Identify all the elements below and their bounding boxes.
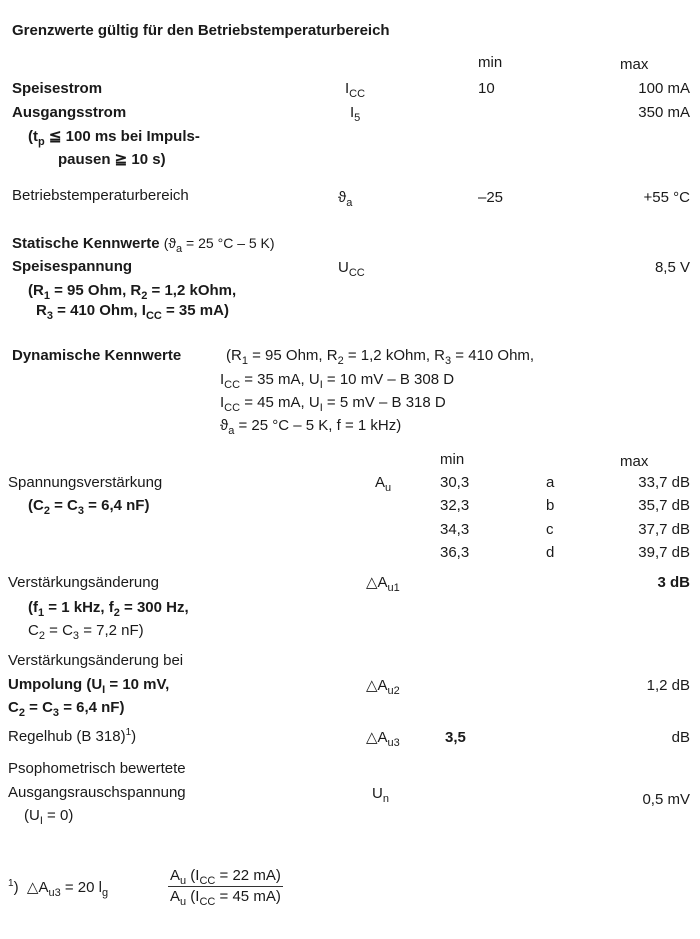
row-min: –25 xyxy=(478,189,504,206)
row-symbol: $\triangle A_{u2}$ xyxy=(366,677,400,697)
row-label: Verstärkungsänderung bei xyxy=(8,652,184,669)
gain-max: 33,7 dB xyxy=(638,474,690,491)
gain-max: 37,7 dB xyxy=(638,521,690,538)
row-label: Regelhub (B 318)$^1$) xyxy=(8,727,137,745)
fraction-numerator: $A_u$ ($I_{CC} = 22$ mA) xyxy=(170,867,281,887)
row-max: 0,5 mV xyxy=(642,791,690,808)
row-label: Betriebstemperaturbereich xyxy=(12,187,189,204)
row-max: 3 dB xyxy=(657,574,690,591)
row-min: 3,5 xyxy=(445,729,466,746)
row-symbol: $I_{CC}$ xyxy=(345,80,366,100)
dynamic-heading: Dynamische Kennwerte xyxy=(12,347,182,364)
row-label: Speisestrom xyxy=(12,80,103,97)
row-symbol: $\triangle A_{u1}$ xyxy=(366,574,400,594)
fraction-denominator: $A_u$ ($I_{CC} = 45$ mA) xyxy=(170,888,281,908)
row-symbol: $U_{CC}$ xyxy=(338,259,365,279)
row-label: Speisespannung xyxy=(12,258,133,275)
gain-min: 36,3 xyxy=(440,544,470,561)
row-note: ($f_1 = 1$ kHz, $f_2 = 300$ Hz, xyxy=(28,599,189,619)
page-title: Grenzwerte gültig für den Betriebstemperaturbereich xyxy=(12,22,390,39)
dynamic-condition: $I_{CC} = 35$ mA, $U_I = 10$ mV – B 308 D xyxy=(220,371,455,391)
row-label: Verstärkungsänderung xyxy=(8,574,159,591)
gain-group: d xyxy=(546,544,555,561)
row-note: ($t_p$ ≦ 100 ms bei Impuls- xyxy=(28,128,200,148)
row-symbol: $\triangle A_{u3}$ xyxy=(366,729,400,749)
row-note: $(U_I = 0)$ xyxy=(24,807,74,827)
col-max-header: max xyxy=(620,453,649,470)
gain-group: c xyxy=(546,521,554,538)
gain-group: a xyxy=(546,474,555,491)
row-symbol: $I_5$ xyxy=(350,104,361,124)
col-min-header: min xyxy=(478,54,503,71)
gain-min: 30,3 xyxy=(440,474,470,491)
footnote-formula-lhs: $^1$) $\triangle A_{u3} = 20$ $l_g$ xyxy=(8,878,109,899)
gain-min: 34,3 xyxy=(440,521,470,538)
row-max: 8,5 V xyxy=(654,259,690,276)
row-note: ($R_1 = 95$ Ohm, $R_2 = 1,2$ kOhm, xyxy=(28,282,237,302)
row-label: Spannungsverstärkung xyxy=(8,474,163,491)
row-note: pausen ≧ 10 s) xyxy=(58,151,166,168)
row-symbol: $U_n$ xyxy=(372,785,389,805)
row-symbol: $A_u$ xyxy=(375,474,392,494)
row-symbol: $ϑ_a$ xyxy=(338,189,353,209)
row-max: dB xyxy=(671,729,690,746)
row-label: Umpolung ($U_I = 10$ mV, xyxy=(8,676,170,696)
row-max: 350 mA xyxy=(638,104,690,121)
gain-max: 35,7 dB xyxy=(638,497,690,514)
dynamic-condition: $I_{CC} = 45$ mA, $U_I = 5$ mV – B 318 D xyxy=(220,394,446,414)
dynamic-condition: $ϑ_a = 25$ °C – 5 K, f = 1 kHz) xyxy=(220,417,402,437)
gain-min: 32,3 xyxy=(440,497,470,514)
gain-max: 39,7 dB xyxy=(638,544,690,561)
gain-group: b xyxy=(546,497,555,514)
static-heading: Statische Kennwerte ($ϑ_a = 25$ °C – 5 K) xyxy=(12,235,275,255)
col-min-header: min xyxy=(440,451,465,468)
row-note: $R_3 = 410$ Ohm, $I_{CC} = 35$ mA) xyxy=(36,302,229,322)
row-note: $C_2 = C_3 = 6,4$ nF) xyxy=(8,699,125,719)
dynamic-condition: ($R_1 = 95$ Ohm, $R_2 = 1,2$ kOhm, $R_3 = 410$ Ohm, xyxy=(226,347,535,367)
footnote-fraction xyxy=(168,866,283,907)
row-label: Psophometrisch bewertete xyxy=(8,760,186,777)
row-min: 10 xyxy=(478,80,495,97)
row-max: 100 mA xyxy=(638,80,690,97)
row-note: ($C_2 = C_3 = 6,4$ nF) xyxy=(28,497,150,517)
row-label: Ausgangsstrom xyxy=(12,104,127,121)
col-max-header: max xyxy=(620,56,649,73)
row-max: +55 °C xyxy=(643,189,690,206)
row-max: 1,2 dB xyxy=(646,677,690,694)
row-note: $C_2 = C_3 = 7,2$ nF) xyxy=(28,622,144,642)
row-label: Ausgangsrauschspannung xyxy=(8,784,186,801)
